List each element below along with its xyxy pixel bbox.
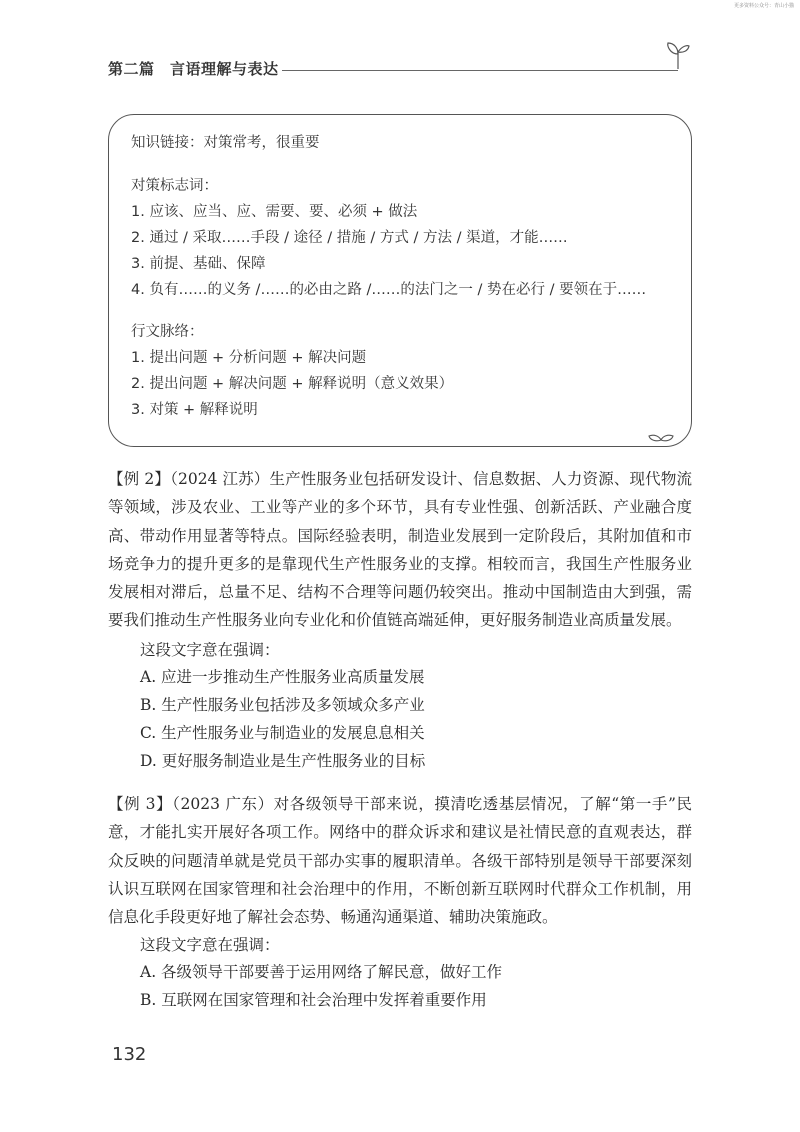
page-number: 132	[112, 1044, 147, 1065]
sprout-icon	[665, 40, 691, 70]
example-2-question: 这段文字意在强调：	[140, 641, 280, 659]
knowledge-link-box	[108, 114, 692, 447]
example-3-option-a: A. 各级领导干部要善于运用网络了解民意，做好工作	[140, 963, 503, 981]
example-2-option-d: D. 更好服务制造业是生产性服务业的目标	[140, 752, 426, 770]
example-2-option-c: C. 生产性服务业与制造业的发展息息相关	[140, 724, 425, 742]
example-2-option-a: A. 应进一步推动生产性服务业高质量发展	[140, 668, 425, 686]
signal-word-item: 3. 前提、基础、保障	[131, 256, 266, 272]
page-header	[108, 58, 698, 82]
example-2-text: 【例 2】（2024 江苏）生产性服务业包括研发设计、信息数据、人力资源、现代物流等领域，涉及农业、工业等产业的多个环节，具有专业性强、创新活跃、产业融合度高、带动作用显著等特点。国际经验表明，制造业发展到一定阶段后，其附加值和市场竞争力的提升更多的是靠现代生产性服务业的支撑。相较而言，我国生产性服务业发展相对滞后，总量不足、结构不合理等问题仍较突出。推动中国制造由大到强，需要我们推动生产性服务业向专业化和价值链高端延伸，更好服务制造业高质量发展。	[108, 470, 692, 630]
example-3-option-b: B. 互联网在国家管理和社会治理中发挥着重要作用	[140, 991, 487, 1009]
structure-item: 3. 对策 + 解释说明	[131, 402, 258, 418]
signal-word-item: 1. 应该、应当、应、需要、要、必须 + 做法	[131, 204, 418, 220]
signal-word-item: 2. 通过 / 采取……手段 / 途径 / 措施 / 方式 / 方法 / 渠道，才能……	[131, 230, 568, 246]
signal-words-heading: 对策标志词：	[131, 178, 218, 194]
structure-item: 1. 提出问题 + 分析问题 + 解决问题	[131, 350, 367, 366]
example-3-question: 这段文字意在强调：	[140, 936, 280, 954]
section-title: 第二篇 言语理解与表达	[108, 60, 279, 78]
leaf-icon	[646, 430, 676, 444]
knowledge-title: 知识链接：对策常考，很重要	[131, 135, 320, 151]
structure-item: 2. 提出问题 + 解决问题 + 解释说明（意义效果）	[131, 376, 454, 392]
example-3-text: 【例 3】（2023 广东）对各级领导干部来说，摸清吃透基层情况，了解“第一手”民意，才能扎实开展好各项工作。网络中的群众诉求和建议是社情民意的直观表达，群众反映的问题清单就是党员干部办实事的履职清单。各级干部特别是领导干部要深刻认识互联网在国家管理和社会治理中的作用，不断创新互联网时代群众工作机制，用信息化手段更好地了解社会态势、畅通沟通渠道、辅助决策施政。	[108, 795, 692, 927]
watermark-text: 更多资料公众号：青山小猫	[733, 3, 794, 9]
structure-heading: 行文脉络：	[131, 324, 204, 340]
example-2-passage	[108, 465, 692, 635]
header-divider	[282, 70, 678, 71]
example-3-passage	[108, 790, 692, 931]
signal-word-item: 4. 负有……的义务 /……的必由之路 /……的法门之一 / 势在必行 / 要领在于……	[131, 282, 647, 298]
example-2-option-b: B. 生产性服务业包括涉及多领域众多产业	[140, 696, 425, 714]
